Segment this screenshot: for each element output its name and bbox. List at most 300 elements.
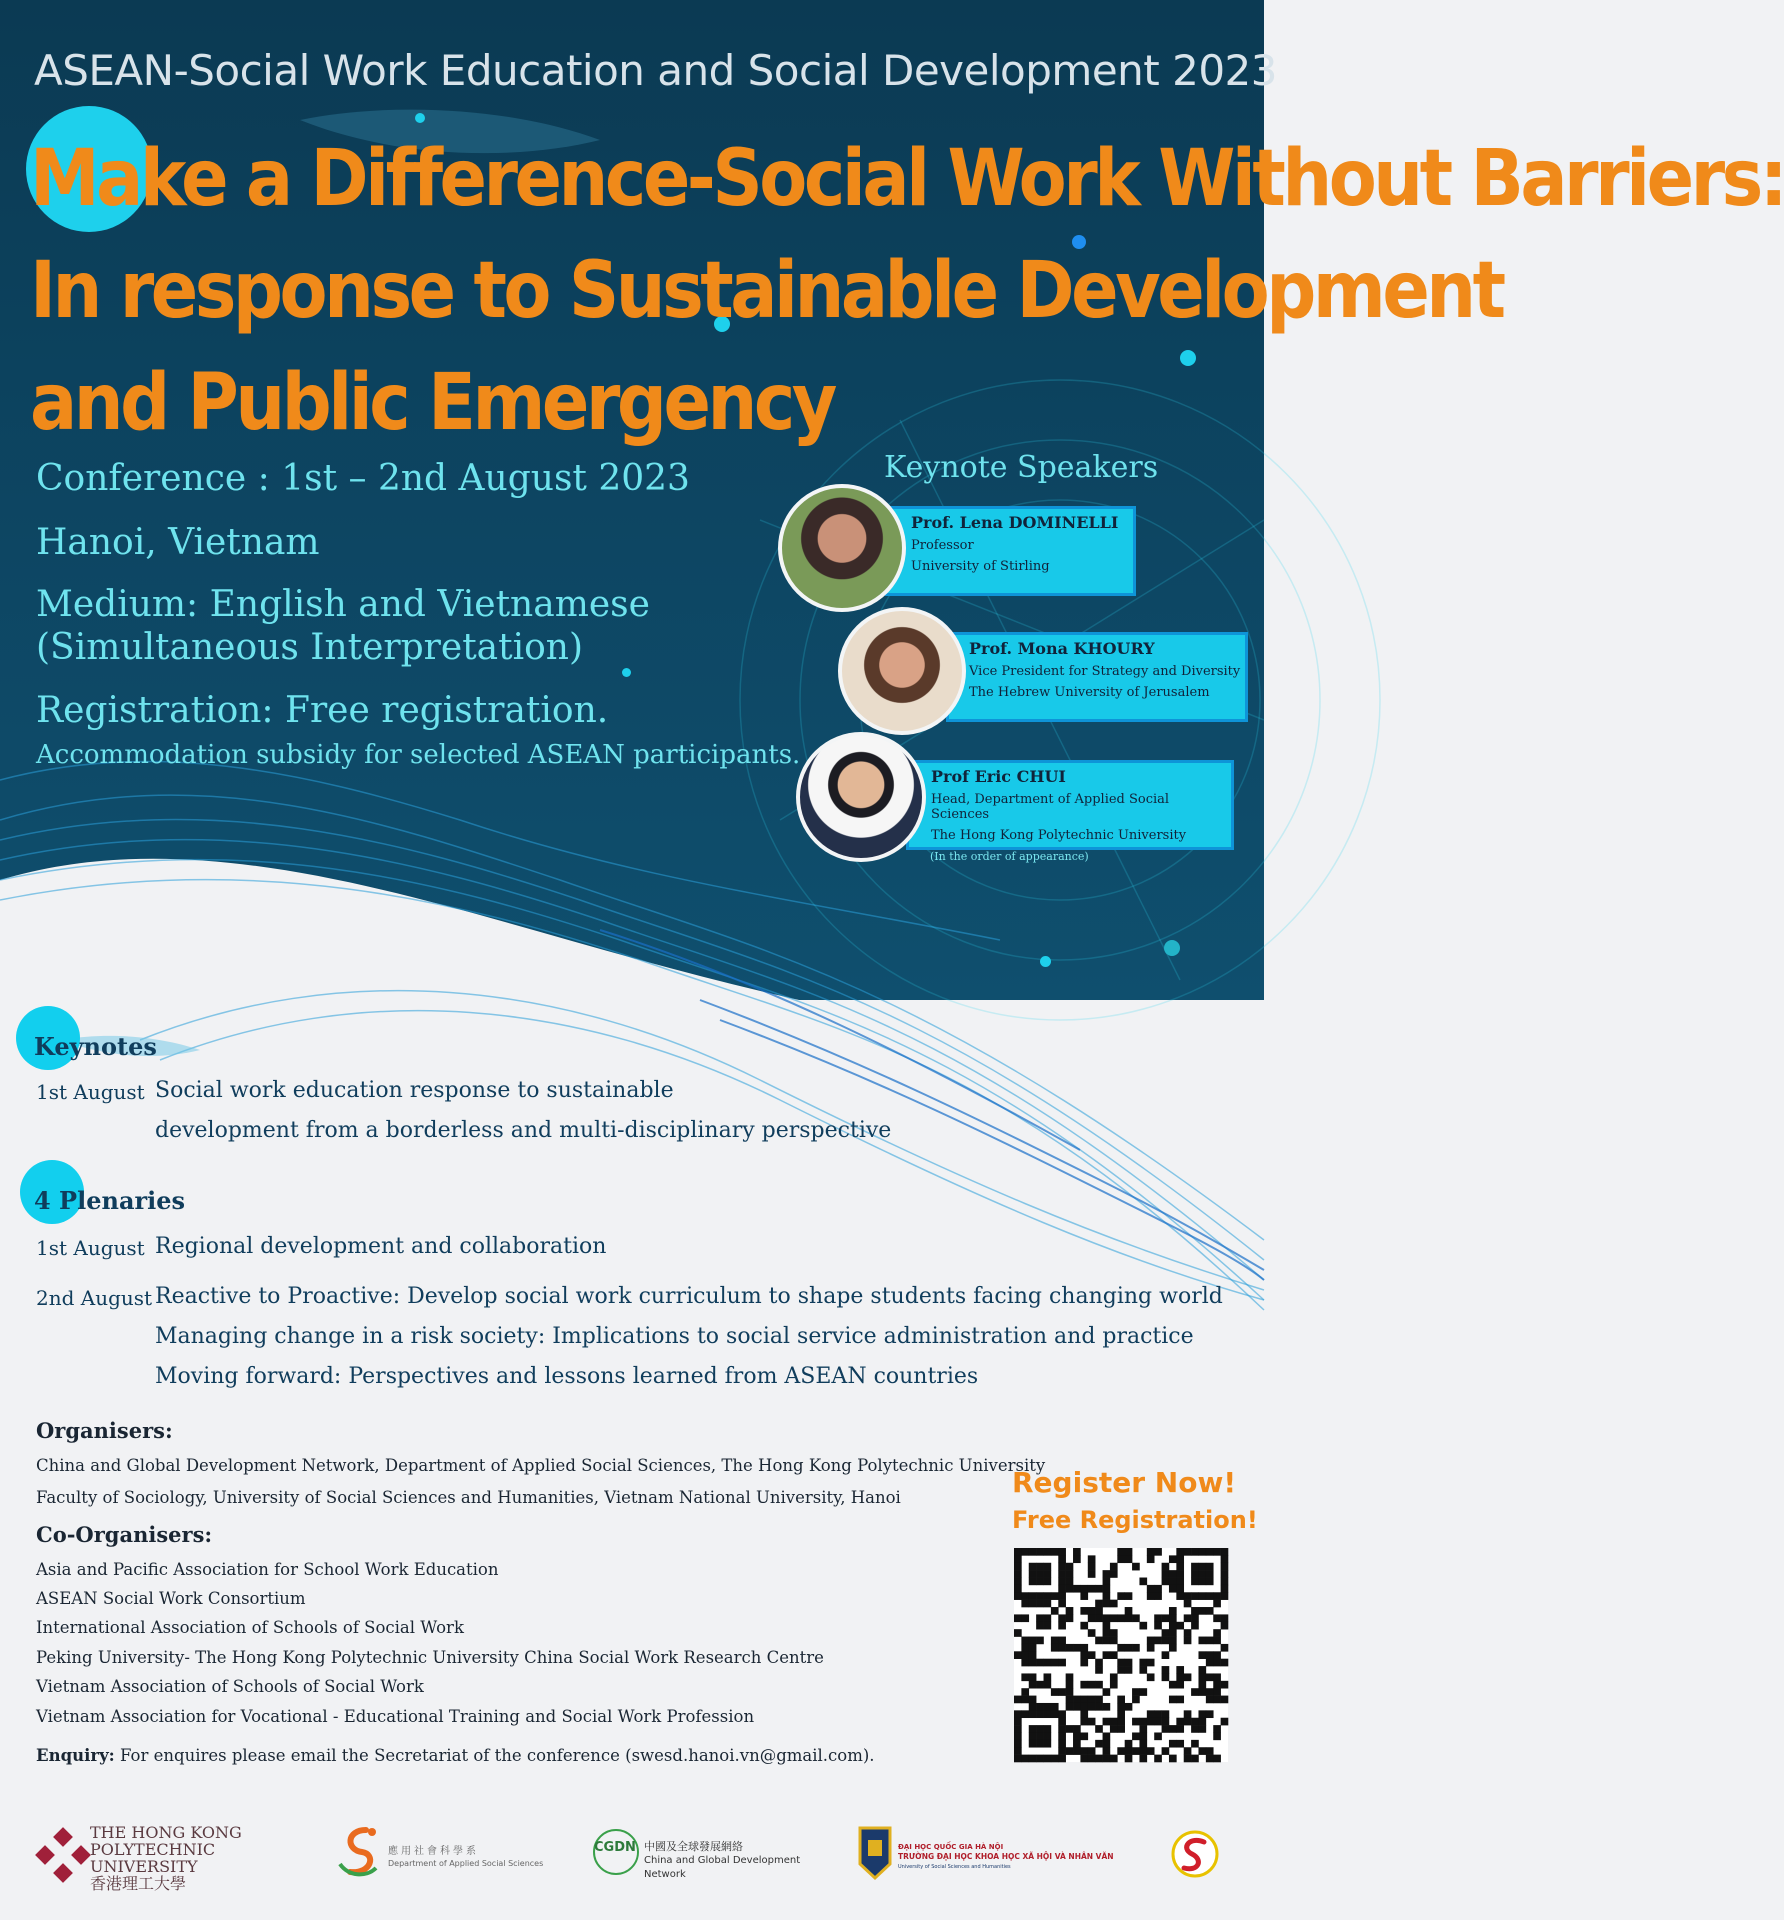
enquiry-text: For enquires please email the Secretariat of the conference (swesd.hanoi.vn@gmail.com). [120,1746,875,1765]
decor-dot [622,668,631,677]
qr-module [1014,1629,1022,1637]
qr-module [1051,1659,1059,1667]
speaker-role: Professor [911,538,974,553]
qr-module [1147,1592,1155,1600]
qr-module [1198,1666,1206,1674]
qr-module [1051,1637,1059,1645]
qr-module [1021,1644,1029,1652]
qr-module [1132,1747,1140,1755]
plenary-topic: Reactive to Proactive: Develop social work curriculum to shape students facing changing world [155,1284,1223,1309]
speaker-photo-3 [796,732,926,862]
qr-module [1029,1659,1037,1667]
qr-module [1014,1710,1022,1718]
qr-module [1029,1710,1037,1718]
qr-module [1139,1755,1147,1763]
qr-module [1125,1659,1133,1667]
qr-module [1139,1659,1147,1667]
qr-module [1021,1710,1029,1718]
qr-module [1198,1681,1206,1689]
qr-module [1191,1570,1199,1578]
qr-module [1036,1703,1044,1711]
qr-module [1154,1592,1162,1600]
qr-module [1110,1725,1118,1733]
qr-module [1029,1725,1037,1733]
qr-module [1162,1673,1170,1681]
qr-module [1110,1637,1118,1645]
qr-module [1058,1578,1066,1586]
qr-module [1221,1548,1229,1556]
qr-module [1154,1614,1162,1622]
qr-module [1058,1718,1066,1726]
qr-module [1066,1747,1074,1755]
qr-module [1103,1703,1111,1711]
qr-module [1103,1600,1111,1608]
qr-module [1162,1578,1170,1586]
qr-module [1221,1681,1229,1689]
qr-module [1117,1718,1125,1726]
apss-emblem-icon [336,1824,384,1880]
qr-pattern [1014,1548,1228,1762]
qr-module [1117,1747,1125,1755]
qr-module [1058,1614,1066,1622]
qr-module [1110,1570,1118,1578]
qr-module [1103,1570,1111,1578]
qr-module [1176,1555,1184,1563]
qr-module [1213,1637,1221,1645]
qr-module [1073,1548,1081,1556]
qr-module [1014,1614,1022,1622]
qr-module [1221,1555,1229,1563]
qr-module [1066,1570,1074,1578]
qr-module [1176,1592,1184,1600]
qr-module [1213,1732,1221,1740]
ussh-name-line-3: University of Social Sciences and Humanities [898,1864,1011,1870]
qr-module [1051,1548,1059,1556]
speaker-org: The Hong Kong Polytechnic University [931,828,1187,843]
qr-module [1198,1548,1206,1556]
qr-module [1073,1644,1081,1652]
qr-module [1206,1710,1214,1718]
qr-module [1169,1629,1177,1637]
qr-module [1139,1578,1147,1586]
qr-module [1044,1614,1052,1622]
headline-line-3: and Public Emergency [30,356,834,448]
qr-module [1206,1578,1214,1586]
qr-module [1073,1585,1081,1593]
qr-module [1154,1622,1162,1630]
qr-module [1176,1578,1184,1586]
qr-module [1021,1673,1029,1681]
qr-module [1014,1747,1022,1755]
qr-module [1154,1637,1162,1645]
qr-module [1184,1718,1192,1726]
qr-module [1036,1732,1044,1740]
co-organiser-line: Peking University- The Hong Kong Polytechnic University China Social Work Research Centre [36,1648,824,1667]
qr-module [1169,1696,1177,1704]
qr-module [1221,1578,1229,1586]
polyu-emblem-icon [36,1828,90,1882]
qr-module [1132,1696,1140,1704]
qr-module [1080,1592,1088,1600]
qr-module [1184,1637,1192,1645]
partner-badge-logo [1170,1820,1222,1900]
qr-module [1095,1614,1103,1622]
headline-line-2: In response to Sustainable Development [30,244,1503,336]
qr-module [1058,1644,1066,1652]
organiser-line: Faculty of Sociology, University of Social Sciences and Humanities, Vietnam National University, Hanoi [36,1488,901,1507]
speaker-name: Prof Eric CHUI [931,767,1066,786]
partner-badge-icon [1170,1828,1220,1884]
qr-module [1058,1555,1066,1563]
qr-module [1103,1637,1111,1645]
speaker-role: Vice President for Strategy and Diversity [969,664,1241,679]
qr-module [1103,1688,1111,1696]
qr-module [1117,1703,1125,1711]
polyu-logo [32,1820,302,1900]
qr-module [1058,1755,1066,1763]
qr-module [1213,1600,1221,1608]
qr-module [1125,1703,1133,1711]
qr-module [1044,1755,1052,1763]
keynote-date: 1st August [36,1080,145,1104]
qr-module [1044,1578,1052,1586]
qr-module [1080,1718,1088,1726]
qr-module [1184,1755,1192,1763]
qr-module [1095,1600,1103,1608]
qr-module [1014,1548,1022,1556]
qr-module [1088,1755,1096,1763]
qr-module [1029,1644,1037,1652]
qr-module [1198,1607,1206,1615]
plenaries-heading: 4 Plenaries [34,1186,186,1215]
qr-module [1191,1563,1199,1571]
qr-module [1139,1725,1147,1733]
qr-module [1036,1570,1044,1578]
qr-module [1029,1651,1037,1659]
qr-module [1088,1614,1096,1622]
qr-module [1198,1673,1206,1681]
co-organiser-line: Asia and Pacific Association for School Work Education [36,1560,499,1579]
qr-module [1110,1651,1118,1659]
qr-module [1221,1570,1229,1578]
qr-module [1191,1740,1199,1748]
qr-module [1095,1585,1103,1593]
qr-module [1103,1732,1111,1740]
qr-module [1191,1725,1199,1733]
qr-module [1036,1681,1044,1689]
qr-module [1176,1563,1184,1571]
qr-module [1169,1607,1177,1615]
qr-module [1058,1747,1066,1755]
qr-module [1088,1555,1096,1563]
qr-module [1014,1740,1022,1748]
qr-module [1206,1570,1214,1578]
qr-module [1162,1666,1170,1674]
qr-module [1066,1696,1074,1704]
qr-module [1021,1614,1029,1622]
qr-module [1058,1740,1066,1748]
qr-module [1036,1659,1044,1667]
qr-module [1198,1688,1206,1696]
qr-module [1066,1563,1074,1571]
qr-module [1088,1681,1096,1689]
qr-module [1125,1755,1133,1763]
qr-module [1103,1592,1111,1600]
qr-module [1073,1725,1081,1733]
qr-module [1176,1570,1184,1578]
qr-module [1095,1607,1103,1615]
qr-module [1044,1600,1052,1608]
qr-module [1044,1592,1052,1600]
qr-module [1147,1585,1155,1593]
decor-dot [1164,940,1180,956]
qr-module [1029,1703,1037,1711]
plenary-topic: Regional development and collaboration [155,1234,607,1259]
qr-module [1169,1637,1177,1645]
qr-module [1103,1585,1111,1593]
qr-module [1080,1710,1088,1718]
qr-module [1021,1651,1029,1659]
qr-module [1154,1718,1162,1726]
keynote-topic-line-2: development from a borderless and multi-disciplinary perspective [155,1118,892,1143]
qr-module [1162,1710,1170,1718]
qr-module [1103,1718,1111,1726]
qr-module [1125,1747,1133,1755]
qr-module [1110,1614,1118,1622]
qr-module [1073,1703,1081,1711]
qr-module [1036,1578,1044,1586]
qr-module [1066,1725,1074,1733]
qr-module [1058,1592,1066,1600]
qr-module [1213,1755,1221,1763]
qr-module [1139,1747,1147,1755]
qr-module [1125,1614,1133,1622]
qr-module [1029,1696,1037,1704]
qr-module [1044,1570,1052,1578]
qr-module [1176,1681,1184,1689]
cgdn-mark: CGDN [594,1840,636,1855]
qr-module [1191,1592,1199,1600]
qr-module [1036,1725,1044,1733]
qr-module [1147,1710,1155,1718]
qr-module [1147,1718,1155,1726]
medium-line-2: (Simultaneous Interpretation) [36,627,584,668]
qr-module [1044,1548,1052,1556]
ussh-emblem-icon [856,1824,894,1880]
qr-module [1080,1585,1088,1593]
qr-module [1191,1614,1199,1622]
qr-module [1117,1614,1125,1622]
qr-module [1088,1570,1096,1578]
qr-module [1139,1666,1147,1674]
qr-module [1117,1659,1125,1667]
registration-qr-code[interactable] [1014,1548,1228,1762]
qr-module [1036,1614,1044,1622]
qr-module [1206,1659,1214,1667]
qr-module [1080,1732,1088,1740]
qr-module [1044,1563,1052,1571]
qr-module [1088,1629,1096,1637]
organisers-heading: Organisers: [36,1418,173,1443]
qr-module [1088,1703,1096,1711]
qr-module [1073,1747,1081,1755]
keynotes-heading: Keynotes [34,1032,157,1061]
qr-module [1058,1659,1066,1667]
qr-module [1014,1570,1022,1578]
qr-module [1206,1651,1214,1659]
qr-module [1132,1644,1140,1652]
qr-module [1036,1592,1044,1600]
qr-module [1221,1614,1229,1622]
plenary-date: 1st August [36,1236,145,1260]
qr-module [1088,1696,1096,1704]
qr-module [1191,1578,1199,1586]
qr-module [1221,1585,1229,1593]
qr-module [1125,1548,1133,1556]
qr-module [1176,1548,1184,1556]
qr-module [1191,1622,1199,1630]
qr-module [1213,1725,1221,1733]
qr-module [1162,1629,1170,1637]
apss-name-chinese: 應用社會科學系 [388,1846,479,1857]
qr-module [1103,1755,1111,1763]
qr-module [1051,1710,1059,1718]
qr-module [1051,1644,1059,1652]
qr-module [1036,1548,1044,1556]
qr-module [1198,1718,1206,1726]
qr-module [1088,1607,1096,1615]
qr-module [1044,1725,1052,1733]
qr-module [1206,1747,1214,1755]
qr-module [1154,1710,1162,1718]
speaker-order-note: (In the order of appearance) [930,850,1089,863]
qr-module [1139,1740,1147,1748]
qr-module [1162,1637,1170,1645]
qr-module [1103,1578,1111,1586]
qr-module [1213,1614,1221,1622]
qr-module [1036,1637,1044,1645]
polyu-name-line-1: THE HONG KONG [90,1823,242,1842]
ussh-logo [856,1820,1136,1900]
decor-dot [1040,956,1051,967]
qr-module [1139,1732,1147,1740]
qr-module [1080,1622,1088,1630]
speaker-org: The Hebrew University of Jerusalem [969,685,1210,700]
qr-module [1029,1681,1037,1689]
qr-module [1044,1659,1052,1667]
qr-module [1080,1651,1088,1659]
qr-module [1117,1548,1125,1556]
speaker-org: University of Stirling [911,559,1050,574]
qr-module [1117,1592,1125,1600]
conference-location: Hanoi, Vietnam [36,522,320,563]
qr-module [1021,1600,1029,1608]
qr-module [1095,1681,1103,1689]
qr-module [1088,1747,1096,1755]
qr-module [1080,1607,1088,1615]
qr-module [1095,1666,1103,1674]
qr-module [1029,1732,1037,1740]
qr-module [1154,1548,1162,1556]
qr-module [1213,1651,1221,1659]
qr-module [1058,1725,1066,1733]
qr-module [1066,1585,1074,1593]
qr-module [1073,1740,1081,1748]
cgdn-name-chinese: 中國及全球發展網絡 [644,1840,743,1853]
qr-module [1162,1570,1170,1578]
qr-module [1169,1755,1177,1763]
qr-module [1147,1673,1155,1681]
qr-module [1036,1622,1044,1630]
plenary-topic: Moving forward: Perspectives and lessons learned from ASEAN countries [155,1364,979,1389]
qr-module [1095,1696,1103,1704]
qr-module [1191,1548,1199,1556]
qr-module [1147,1548,1155,1556]
qr-module [1066,1644,1074,1652]
qr-module [1191,1607,1199,1615]
qr-module [1021,1659,1029,1667]
qr-module [1058,1570,1066,1578]
qr-module [1036,1600,1044,1608]
qr-module [1051,1607,1059,1615]
qr-module [1110,1563,1118,1571]
qr-module [1103,1622,1111,1630]
qr-module [1103,1740,1111,1748]
qr-module [1169,1585,1177,1593]
qr-module [1221,1718,1229,1726]
qr-module [1066,1688,1074,1696]
qr-module [1058,1585,1066,1593]
qr-module [1206,1607,1214,1615]
cgdn-logo [592,1820,822,1900]
qr-module [1191,1688,1199,1696]
enquiry-label: Enquiry: [36,1746,115,1765]
polyu-name-chinese: 香港理工大學 [90,1874,187,1893]
medium-line-1: Medium: English and Vietnamese [36,584,650,625]
qr-module [1184,1600,1192,1608]
qr-module [1051,1755,1059,1763]
qr-module [1066,1681,1074,1689]
qr-module [1014,1696,1022,1704]
qr-module [1051,1703,1059,1711]
qr-module [1221,1696,1229,1704]
qr-module [1213,1629,1221,1637]
co-organiser-line: ASEAN Social Work Consortium [36,1589,306,1608]
qr-module [1169,1578,1177,1586]
qr-module [1117,1666,1125,1674]
qr-module [1036,1563,1044,1571]
qr-module [1198,1651,1206,1659]
qr-module [1110,1681,1118,1689]
qr-module [1029,1673,1037,1681]
ussh-name-line-2: TRƯỜNG ĐẠI HỌC KHOA HỌC XÃ HỘI VÀ NHÂN VĂN [898,1852,1114,1861]
qr-module [1103,1747,1111,1755]
qr-module [1184,1747,1192,1755]
qr-module [1169,1570,1177,1578]
qr-module [1029,1637,1037,1645]
qr-module [1051,1688,1059,1696]
qr-module [1044,1710,1052,1718]
qr-module [1184,1614,1192,1622]
speaker-role: Head, Department of Applied Social Sciences [931,792,1170,822]
co-organisers-heading: Co-Organisers: [36,1522,213,1547]
qr-module [1110,1673,1118,1681]
qr-module [1206,1696,1214,1704]
qr-module [1029,1600,1037,1608]
qr-module [1213,1681,1221,1689]
qr-module [1176,1740,1184,1748]
subsidy-info: Accommodation subsidy for selected ASEAN participants. [36,740,801,770]
